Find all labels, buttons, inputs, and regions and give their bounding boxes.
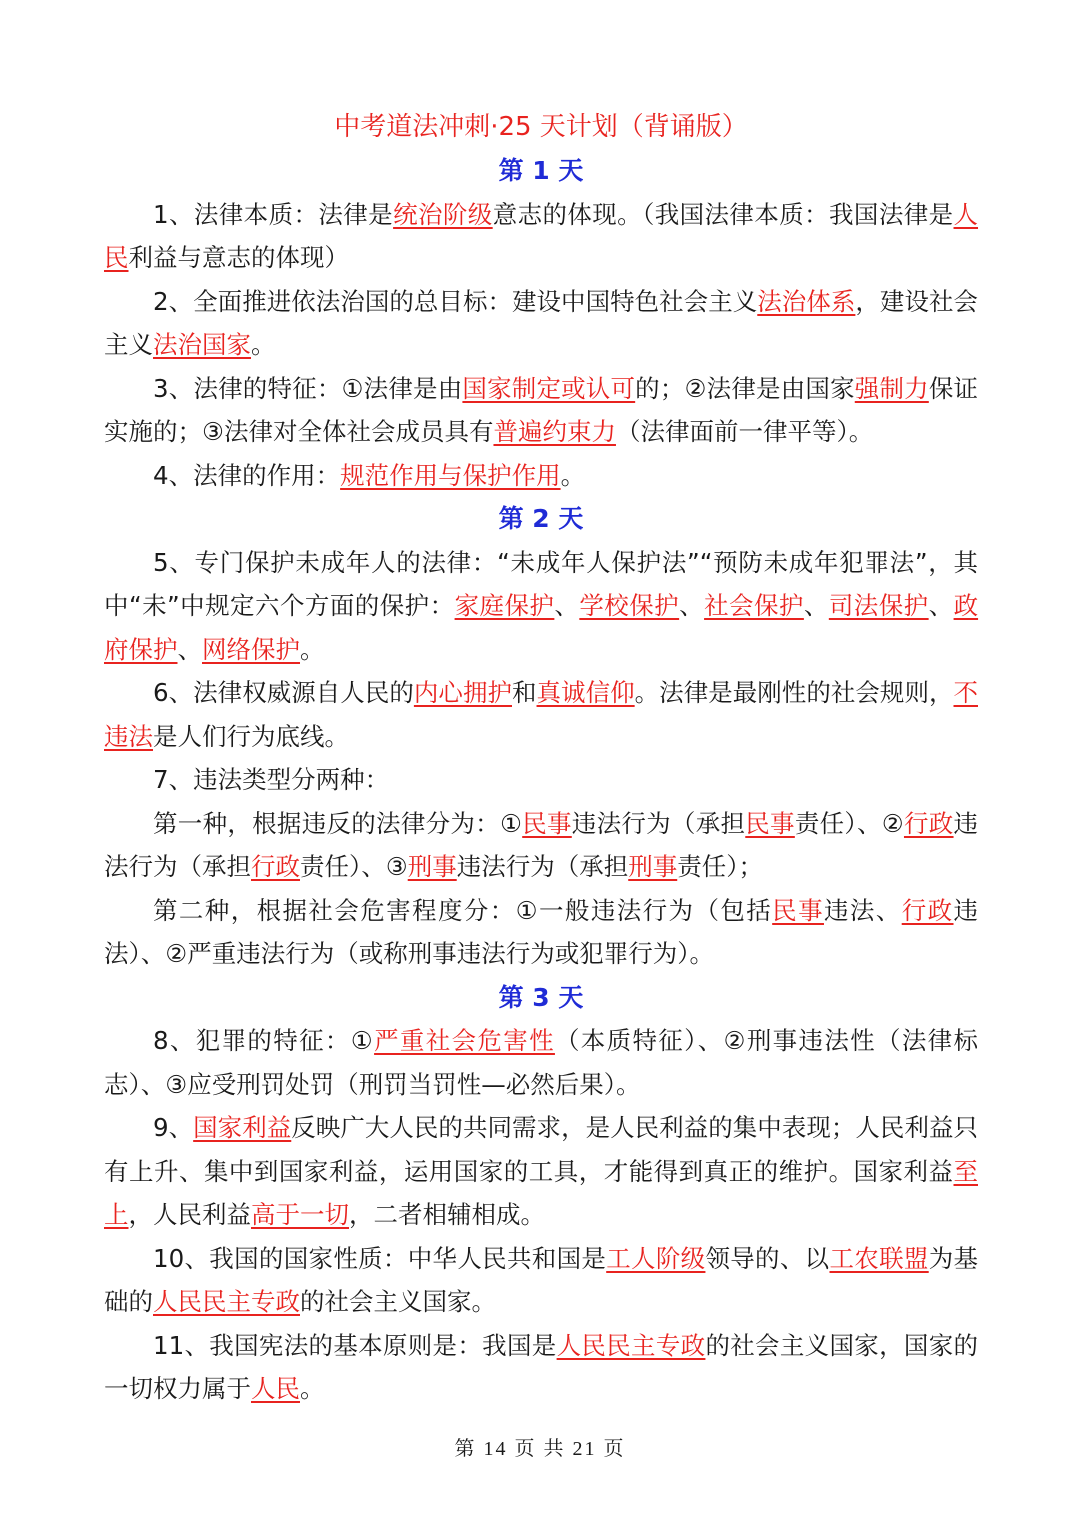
keyword-highlight: 司法保护 — [828, 591, 929, 620]
paragraph-text: 6、法律权威源自人民的 — [153, 678, 414, 707]
paragraph-text: 的社会主义国家，国家的一切权力属于 — [104, 1330, 979, 1403]
keyword-highlight: 行政 — [251, 852, 300, 881]
keyword-highlight: 普遍约束力 — [493, 417, 616, 446]
keyword-highlight: 人民 — [251, 1374, 300, 1403]
paragraph — [104, 1324, 978, 1411]
keyword-highlight: 刑事 — [628, 852, 678, 881]
keyword-highlight: 民事 — [772, 895, 824, 925]
keyword-highlight: 政府保护 — [104, 591, 979, 664]
paragraph — [104, 889, 978, 976]
paragraph-text: 11、我国宪法的基本原则是：我国是 — [153, 1330, 557, 1360]
paragraph-text: 。法律是最刚性的社会规则， — [634, 678, 954, 707]
paragraph — [104, 454, 978, 498]
paragraph-text: 违法）、②严重违法行为（或称刑事违法行为或犯罪行为）。 — [104, 895, 979, 968]
keyword-highlight: 强制力 — [854, 373, 929, 403]
paragraph-text: 5、专门保护未成年人的法律：“未成年人保护法”“预防未成年犯罪法”，其中“未”中规定六个方面的保护： — [104, 547, 978, 620]
keyword-highlight: 国家利益 — [193, 1113, 292, 1142]
paragraph-text: 责任）、③ — [300, 852, 408, 881]
keyword-highlight: 规范作用与保护作用 — [340, 460, 561, 490]
keyword-highlight: 人民 — [104, 199, 979, 272]
paragraph — [104, 367, 978, 454]
paragraph-text: 领导的、以 — [705, 1243, 830, 1273]
paragraph-text: 8、犯罪的特征：① — [153, 1026, 375, 1055]
keyword-highlight: 至上 — [104, 1156, 978, 1229]
paragraph — [104, 1237, 978, 1324]
keyword-highlight: 内心拥护 — [413, 678, 512, 707]
paragraph-text: （本质特征）、②刑事违法性（法律标志）、③应受刑罚处罚（刑罚当罚性—必然后果）。 — [104, 1026, 979, 1099]
paragraph-text: 、 — [679, 591, 705, 620]
paragraph-text: 违法、 — [823, 895, 902, 925]
keyword-highlight: 统治阶级 — [393, 199, 493, 229]
paragraph-text: 9、 — [153, 1113, 194, 1142]
paragraph — [104, 280, 978, 367]
keyword-highlight: 刑事 — [407, 852, 457, 881]
paragraph-text: 保证实施的；③法律对全体社会成员具有 — [104, 373, 978, 446]
paragraph-text: 、 — [928, 591, 954, 620]
paragraph-text: 。 — [251, 330, 276, 359]
paragraph-text: ，建设社会主义 — [104, 286, 979, 359]
keyword-highlight: 真诚信仰 — [536, 678, 635, 707]
paragraph — [104, 802, 978, 889]
keyword-highlight: 学校保护 — [579, 591, 680, 620]
paragraph-text: 7、违法类型分两种： — [153, 765, 390, 794]
paragraph — [104, 671, 978, 758]
paragraph — [104, 541, 978, 672]
paragraph-text: 利益与意志的体现） — [128, 243, 349, 272]
paragraph-text: 违法行为（承担 — [456, 852, 629, 881]
keyword-highlight: 工农联盟 — [829, 1243, 929, 1273]
paragraph-text: 责任）； — [677, 852, 763, 881]
keyword-highlight: 工人阶级 — [606, 1243, 706, 1273]
paragraph-text: 违法行为（承担 — [104, 808, 979, 881]
keyword-highlight: 法治体系 — [757, 286, 856, 316]
paragraph-text: 。 — [300, 1374, 325, 1403]
keyword-highlight: 行政 — [903, 808, 954, 838]
paragraph-text: 3、法律的特征：①法律是由 — [153, 373, 463, 403]
keyword-highlight: 社会保护 — [704, 591, 804, 620]
day-heading: 第 1 天 — [498, 156, 584, 185]
paragraph-text: 1、法律本质：法律是 — [153, 199, 394, 229]
paragraph-text: 反映广大人民的共同需求，是人民利益的集中表现；人民利益只有上升、集中到国家利益，运用国家的工具，才能得到真正的维护。国家利益 — [104, 1113, 979, 1186]
paragraph-text: 的社会主义国家。 — [300, 1287, 496, 1316]
keyword-highlight: 民事 — [745, 808, 795, 838]
keyword-highlight: 法治国家 — [153, 330, 251, 359]
keyword-highlight: 网络保护 — [202, 634, 300, 664]
paragraph-text: 是人们行为底线。 — [153, 721, 349, 751]
keyword-highlight: 行政 — [901, 895, 954, 925]
paragraph-text: 意志的体现。（我国法律本质：我国法律是 — [492, 199, 954, 229]
paragraph-text: 第一种，根据违反的法律分为：① — [153, 808, 523, 838]
keyword-highlight: 国家制定或认可 — [462, 373, 636, 403]
keyword-highlight: 人民民主专政 — [153, 1287, 300, 1316]
paragraph-text: ，二者相辅相成。 — [349, 1200, 545, 1229]
paragraph — [104, 193, 978, 280]
paragraph-text: ，人民利益 — [128, 1200, 251, 1229]
paragraph-text: 2、全面推进依法治国的总目标：建设中国特色社会主义 — [153, 286, 758, 316]
keyword-highlight: 家庭保护 — [454, 591, 555, 620]
page-footer: 第 14 页 共 21 页 — [454, 1438, 626, 1460]
paragraph-text: 为基础的 — [104, 1243, 979, 1316]
paragraph — [104, 1019, 978, 1106]
document-title: 中考道法冲刺·25 天计划（背诵版） — [334, 112, 748, 142]
paragraph-text: 10、我国的国家性质：中华人民共和国是 — [153, 1243, 607, 1273]
paragraph-text: 责任）、② — [794, 808, 904, 838]
paragraph-text: 的；②法律是由国家 — [635, 373, 855, 403]
paragraph-text: 、 — [177, 634, 202, 664]
paragraph-text: 。 — [300, 634, 325, 664]
keyword-highlight: 高于一切 — [251, 1200, 349, 1229]
keyword-highlight: 民事 — [522, 808, 572, 838]
keyword-highlight: 人民民主专政 — [556, 1330, 706, 1360]
paragraph-text: 和 — [512, 678, 537, 707]
paragraph — [104, 1106, 978, 1237]
paragraph-text: 、 — [803, 591, 829, 620]
day-heading: 第 3 天 — [498, 982, 584, 1012]
paragraph-text: 第二种，根据社会危害程度分：①一般违法行为（包括 — [153, 895, 773, 925]
paragraph-text: （法律面前一律平等）。 — [615, 417, 874, 446]
document-page — [104, 105, 978, 1411]
document-body — [104, 149, 978, 1411]
paragraph-text: 违法行为（承担 — [571, 808, 746, 838]
paragraph — [104, 758, 978, 802]
keyword-highlight: 不违法 — [104, 678, 978, 751]
keyword-highlight: 严重社会危害性 — [374, 1026, 555, 1055]
paragraph-text: 、 — [554, 591, 580, 620]
paragraph-text: 。 — [560, 460, 586, 490]
paragraph-text: 4、法律的作用： — [153, 460, 341, 490]
day-heading: 第 2 天 — [498, 504, 584, 533]
